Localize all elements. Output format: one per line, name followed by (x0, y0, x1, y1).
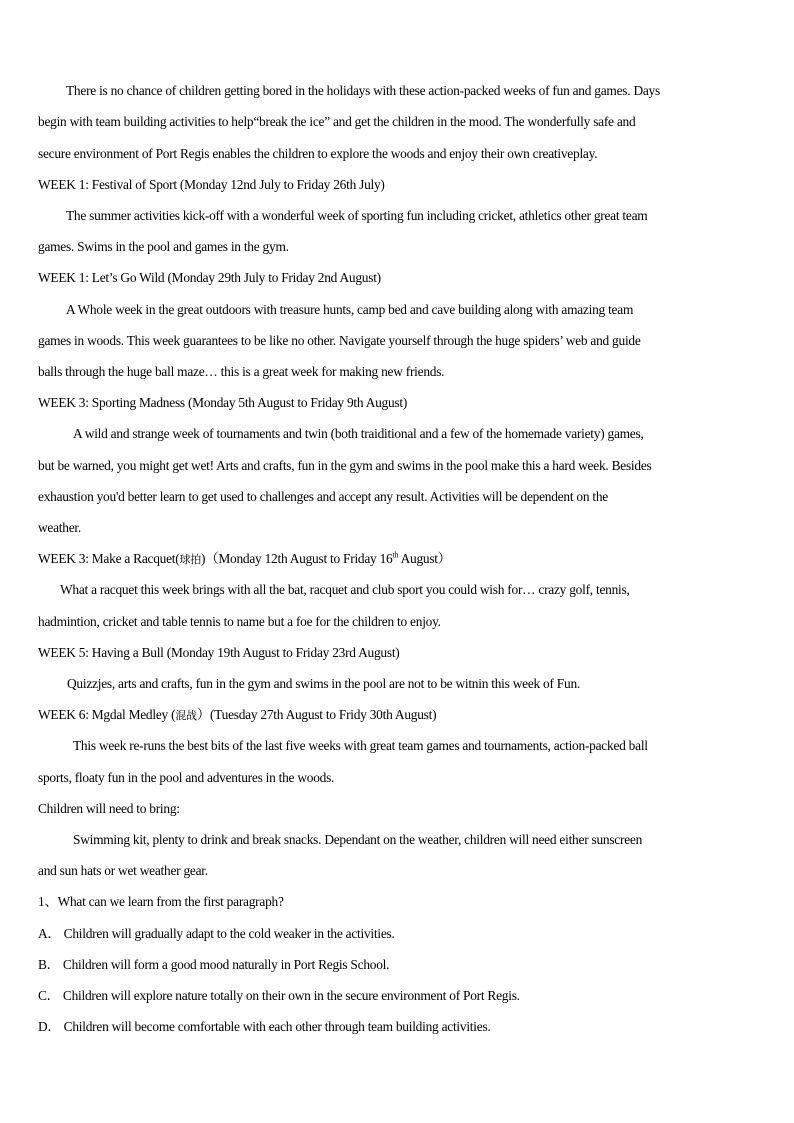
week2-text-line-1: A Whole week in the great outdoors with treasure hunts, camp bed and cave building along with amazing team (66, 302, 634, 317)
week4-heading-chinese: 球拍 (179, 553, 201, 566)
week6-heading-chinese: 混战 (175, 709, 197, 722)
week3-text-line-3: exhaustion you'd better learn to get used to challenges and accept any result. Activities will be dependent on the (38, 489, 608, 504)
bring-text-line-2: and sun hats or wet weather gear. (38, 863, 208, 878)
week6-heading-dates: ）(Tuesday 27th August to Fridy 30th August) (196, 707, 437, 722)
week1-text-line-2: games. Swims in the pool and games in the gym. (38, 239, 289, 254)
week3-heading: WEEK 3: Sporting Madness (Monday 5th August to Friday 9th August) (38, 395, 408, 410)
paragraph-intro-line-2: begin with team building activities to help“break the ice” and get the children in the mood. The wonderfully safe and (38, 114, 636, 129)
week6-text-line-2: sports, floaty fun in the pool and adventures in the woods. (38, 770, 335, 785)
week4-text-line-2: hadmintion, cricket and table tennis to name but a foe for the children to enjoy. (38, 614, 441, 629)
paragraph-intro-line-1: There is no chance of children getting bored in the holidays with these action-packed weeks of fun and games. Days (66, 83, 660, 98)
option-d: D． Children will become comfortable with each other through team building activities. (38, 1019, 491, 1034)
week4-heading-part: WEEK 3: Make a Racquet( (38, 551, 180, 566)
week4-heading (38, 550, 758, 569)
week2-text-line-3: balls through the huge ball maze… this is a great week for making new friends. (38, 364, 445, 379)
week6-heading (38, 706, 758, 725)
week2-heading: WEEK 1: Let’s Go Wild (Monday 29th July to Friday 2nd August) (38, 270, 381, 285)
week1-heading: WEEK 1: Festival of Sport (Monday 12nd July to Friday 26th July) (38, 177, 385, 192)
option-b: B． Children will form a good mood naturally in Port Regis School. (38, 957, 390, 972)
option-a: A． Children will gradually adapt to the cold weaker in the activities. (38, 926, 395, 941)
week3-text-line-1: A wild and strange week of tournaments and twin (both traiditional and a few of the homemade variety) games, (73, 426, 644, 441)
week6-heading-part: WEEK 6: Mgdal Medley ( (38, 707, 176, 722)
week1-text-line-1: The summer activities kick-off with a wonderful week of sporting fun including cricket, athletics other great team (66, 208, 648, 223)
week4-text-line-1: What a racquet this week brings with all the bat, racquet and club sport you could wish for… crazy golf, tennis, (60, 582, 630, 597)
paragraph-intro-line-3: secure environment of Port Regis enables the children to explore the woods and enjoy their own creativeplay. (38, 146, 598, 161)
question-1: 1、What can we learn from the first paragraph? (38, 894, 284, 909)
week4-heading-end: August） (398, 551, 451, 566)
week6-text-line-1: This week re-runs the best bits of the last five weeks with great team games and tournaments, action-packed ball (73, 738, 648, 753)
bring-heading: Children will need to bring: (38, 801, 180, 816)
option-c: C． Children will explore nature totally on their own in the secure environment of Port Regis. (38, 988, 520, 1003)
week2-text-line-2: games in woods. This week guarantees to be like no other. Navigate yourself through the huge spiders’ web and guide (38, 333, 641, 348)
week3-text-line-2: but be warned, you might get wet! Arts and crafts, fun in the gym and swims in the pool make this a hard week. Besides (38, 458, 652, 473)
week5-text-line-1: Quizzjes, arts and crafts, fun in the gym and swims in the pool are not to be witnin this week of Fun. (67, 676, 580, 691)
week3-text-line-4: weather. (38, 520, 81, 535)
bring-text-line-1: Swimming kit, plenty to drink and break snacks. Dependant on the weather, children will need either sunscreen (73, 832, 643, 847)
week4-heading-superscript: th (392, 550, 399, 560)
week4-heading-dates: )（Monday 12th August to Friday 16 (201, 551, 393, 566)
week5-heading: WEEK 5: Having a Bull (Monday 19th August to Friday 23rd August) (38, 645, 400, 660)
